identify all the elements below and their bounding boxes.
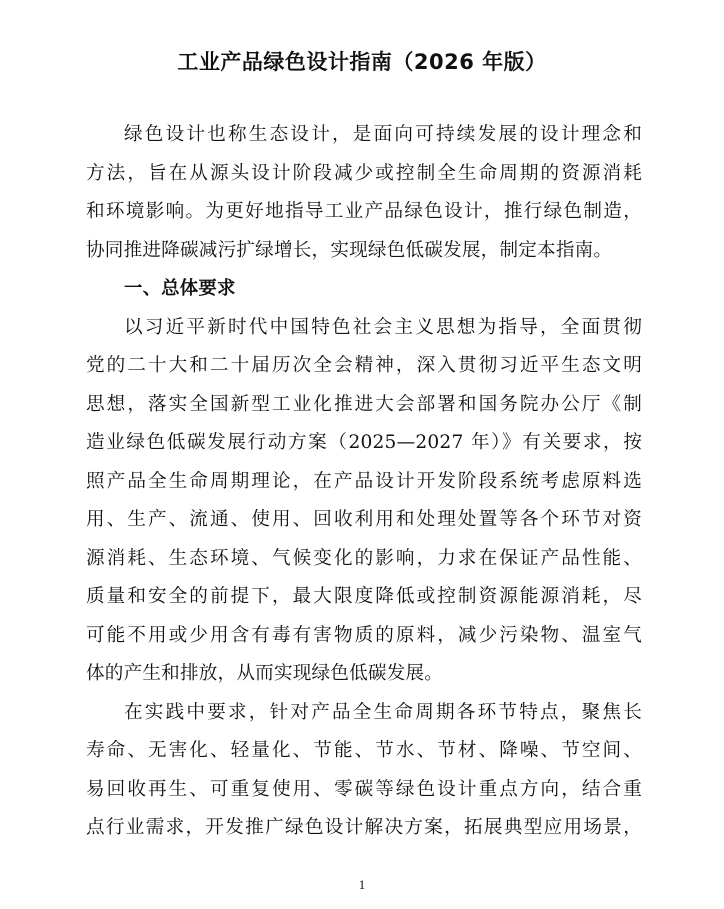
document-title: 工业产品绿色设计指南（2026 年版） xyxy=(177,50,547,74)
paragraph-line: 造业绿色低碳发展行动方案（2025—2027 年）》有关要求，按 xyxy=(86,432,642,453)
paragraph-line: 方法，旨在从源头设计阶段减少或控制全生命周期的资源消耗 xyxy=(86,162,642,184)
section-heading: 一、总体要求 xyxy=(124,278,236,299)
paragraph-line: 思想，落实全国新型工业化推进大会部署和国务院办公厅《制 xyxy=(86,393,642,415)
paragraph-line: 易回收再生、可重复使用、零碳等绿色设计重点方向，结合重 xyxy=(86,778,642,800)
paragraph-line: 以习近平新时代中国特色社会主义思想为指导，全面贯彻 xyxy=(124,316,642,338)
paragraph-line: 用、生产、流通、使用、回收利用和处理处置等各个环节对资 xyxy=(86,509,642,530)
paragraph-line: 质量和安全的前提下，最大限度降低或控制资源能源消耗，尽 xyxy=(86,586,642,607)
paragraph-line: 照产品全生命周期理论，在产品设计开发阶段系统考虑原料选 xyxy=(86,470,642,492)
paragraph-line: 党的二十大和二十届历次全会精神，深入贯彻习近平生态文明 xyxy=(86,355,642,376)
document-body xyxy=(86,116,642,848)
paragraph-line: 绿色设计也称生态设计，是面向可持续发展的设计理念和 xyxy=(124,124,642,145)
paragraph-line: 协同推进降碳减污扩绿增长，实现绿色低碳发展，制定本指南。 xyxy=(86,239,613,261)
paragraph-line: 点行业需求，开发推广绿色设计解决方案，拓展典型应用场景， xyxy=(86,817,642,838)
paragraph-line: 可能不用或少用含有毒有害物质的原料，减少污染物、温室气 xyxy=(86,624,642,646)
paragraph-line: 和环境影响。为更好地指导工业产品绿色设计，推行绿色制造， xyxy=(86,201,642,222)
page-number: 1 xyxy=(358,877,366,892)
paragraph-line: 体的产生和排放，从而实现绿色低碳发展。 xyxy=(86,663,444,684)
paragraph-line: 寿命、无害化、轻量化、节能、节水、节材、降噪、节空间、 xyxy=(86,740,642,761)
paragraph-line: 源消耗、生态环境、气候变化的影响，力求在保证产品性能、 xyxy=(86,547,642,569)
paragraph-line: 在实践中要求，针对产品全生命周期各环节特点，聚焦长 xyxy=(124,701,642,723)
